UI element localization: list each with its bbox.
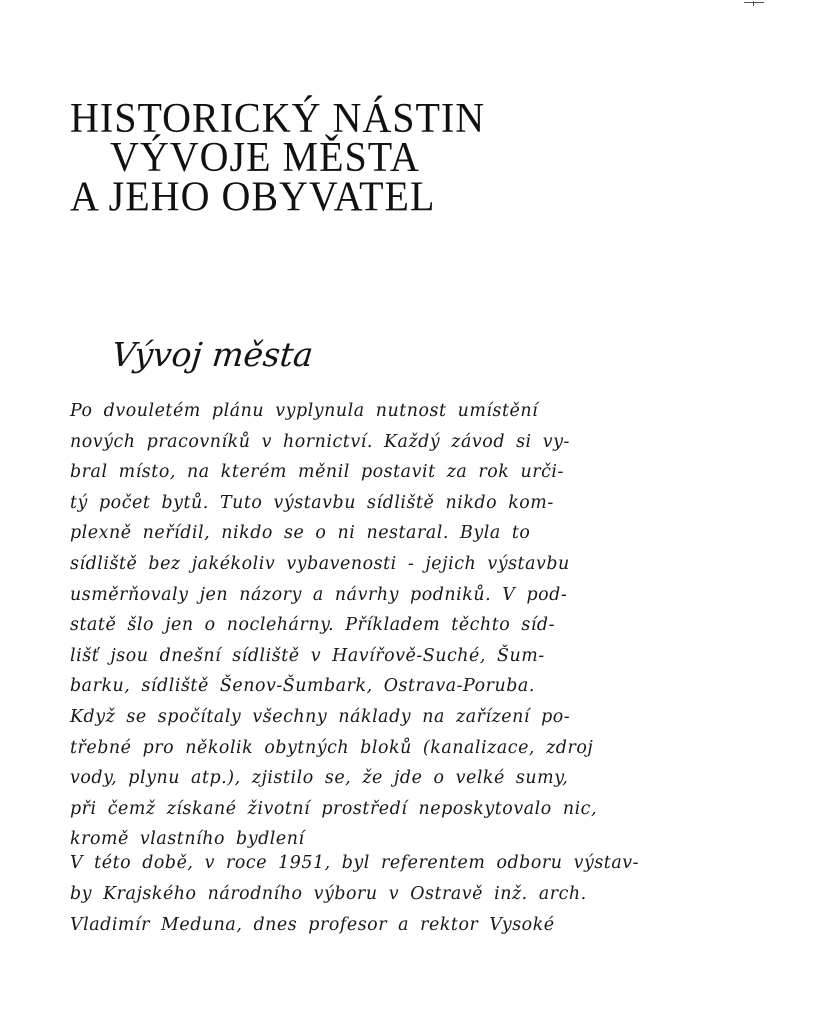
text-line: při čemž získané životní prostředí neposkytovalo nic, [70, 798, 598, 819]
text-line: barku, sídliště Šenov-Šumbark, Ostrava-Poruba. [70, 676, 535, 697]
text-line: plexně neřídil, nikdo se o ni nestaral. Byla to [70, 523, 531, 544]
text-line: třebné pro několik obytných bloků (kanalizace, zdroj [70, 737, 594, 758]
text-line: kromě vlastního bydlení [70, 829, 305, 850]
text-line: nových pracovníků v hornictví. Každý závod si vy- [70, 431, 570, 452]
text-line: usměrňovaly jen názory a návrhy podniků. V pod- [70, 584, 568, 605]
text-line: vody, plynu atp.), zjistilo se, že jde o velké sumy, [70, 768, 569, 789]
text-line: lišť jsou dnešní sídliště v Havířově-Suché, Šum- [70, 645, 545, 666]
paragraph-1 [70, 396, 730, 855]
text-line: by Krajského národního výboru v Ostravě inž. arch. [70, 884, 587, 904]
text-line: Vladimír Meduna, dnes profesor a rektor Vysoké [70, 915, 555, 935]
paragraph-2 [70, 848, 730, 941]
page-title [70, 93, 486, 220]
section-heading: Vývoj města [109, 335, 316, 374]
text-line: Po dvouletém plánu vyplynula nutnost umístění [70, 401, 539, 421]
title-line-1: HISTORICKÝ NÁSTIN [70, 93, 486, 142]
text-line: tý počet bytů. Tuto výstavbu sídliště nikdo kom- [70, 492, 554, 513]
title-line-2: VÝVOJE MĚSTA [110, 132, 420, 181]
text-line: V této době, v roce 1951, byl referentem odboru výstav- [70, 853, 640, 873]
text-line: statě šlo jen o noclehárny. Příkladem těchto síd- [70, 615, 556, 636]
text-line: bral místo, na kterém měnil postavit za rok urči- [70, 462, 564, 483]
title-line-3: A JEHO OBYVATEL [70, 172, 436, 220]
text-line: Když se spočítaly všechny náklady na zařízení po- [70, 706, 571, 727]
text-line: sídliště bez jakékoliv vybavenosti - jejich výstavbu [70, 553, 570, 574]
corner-registration-mark [744, 2, 764, 6]
